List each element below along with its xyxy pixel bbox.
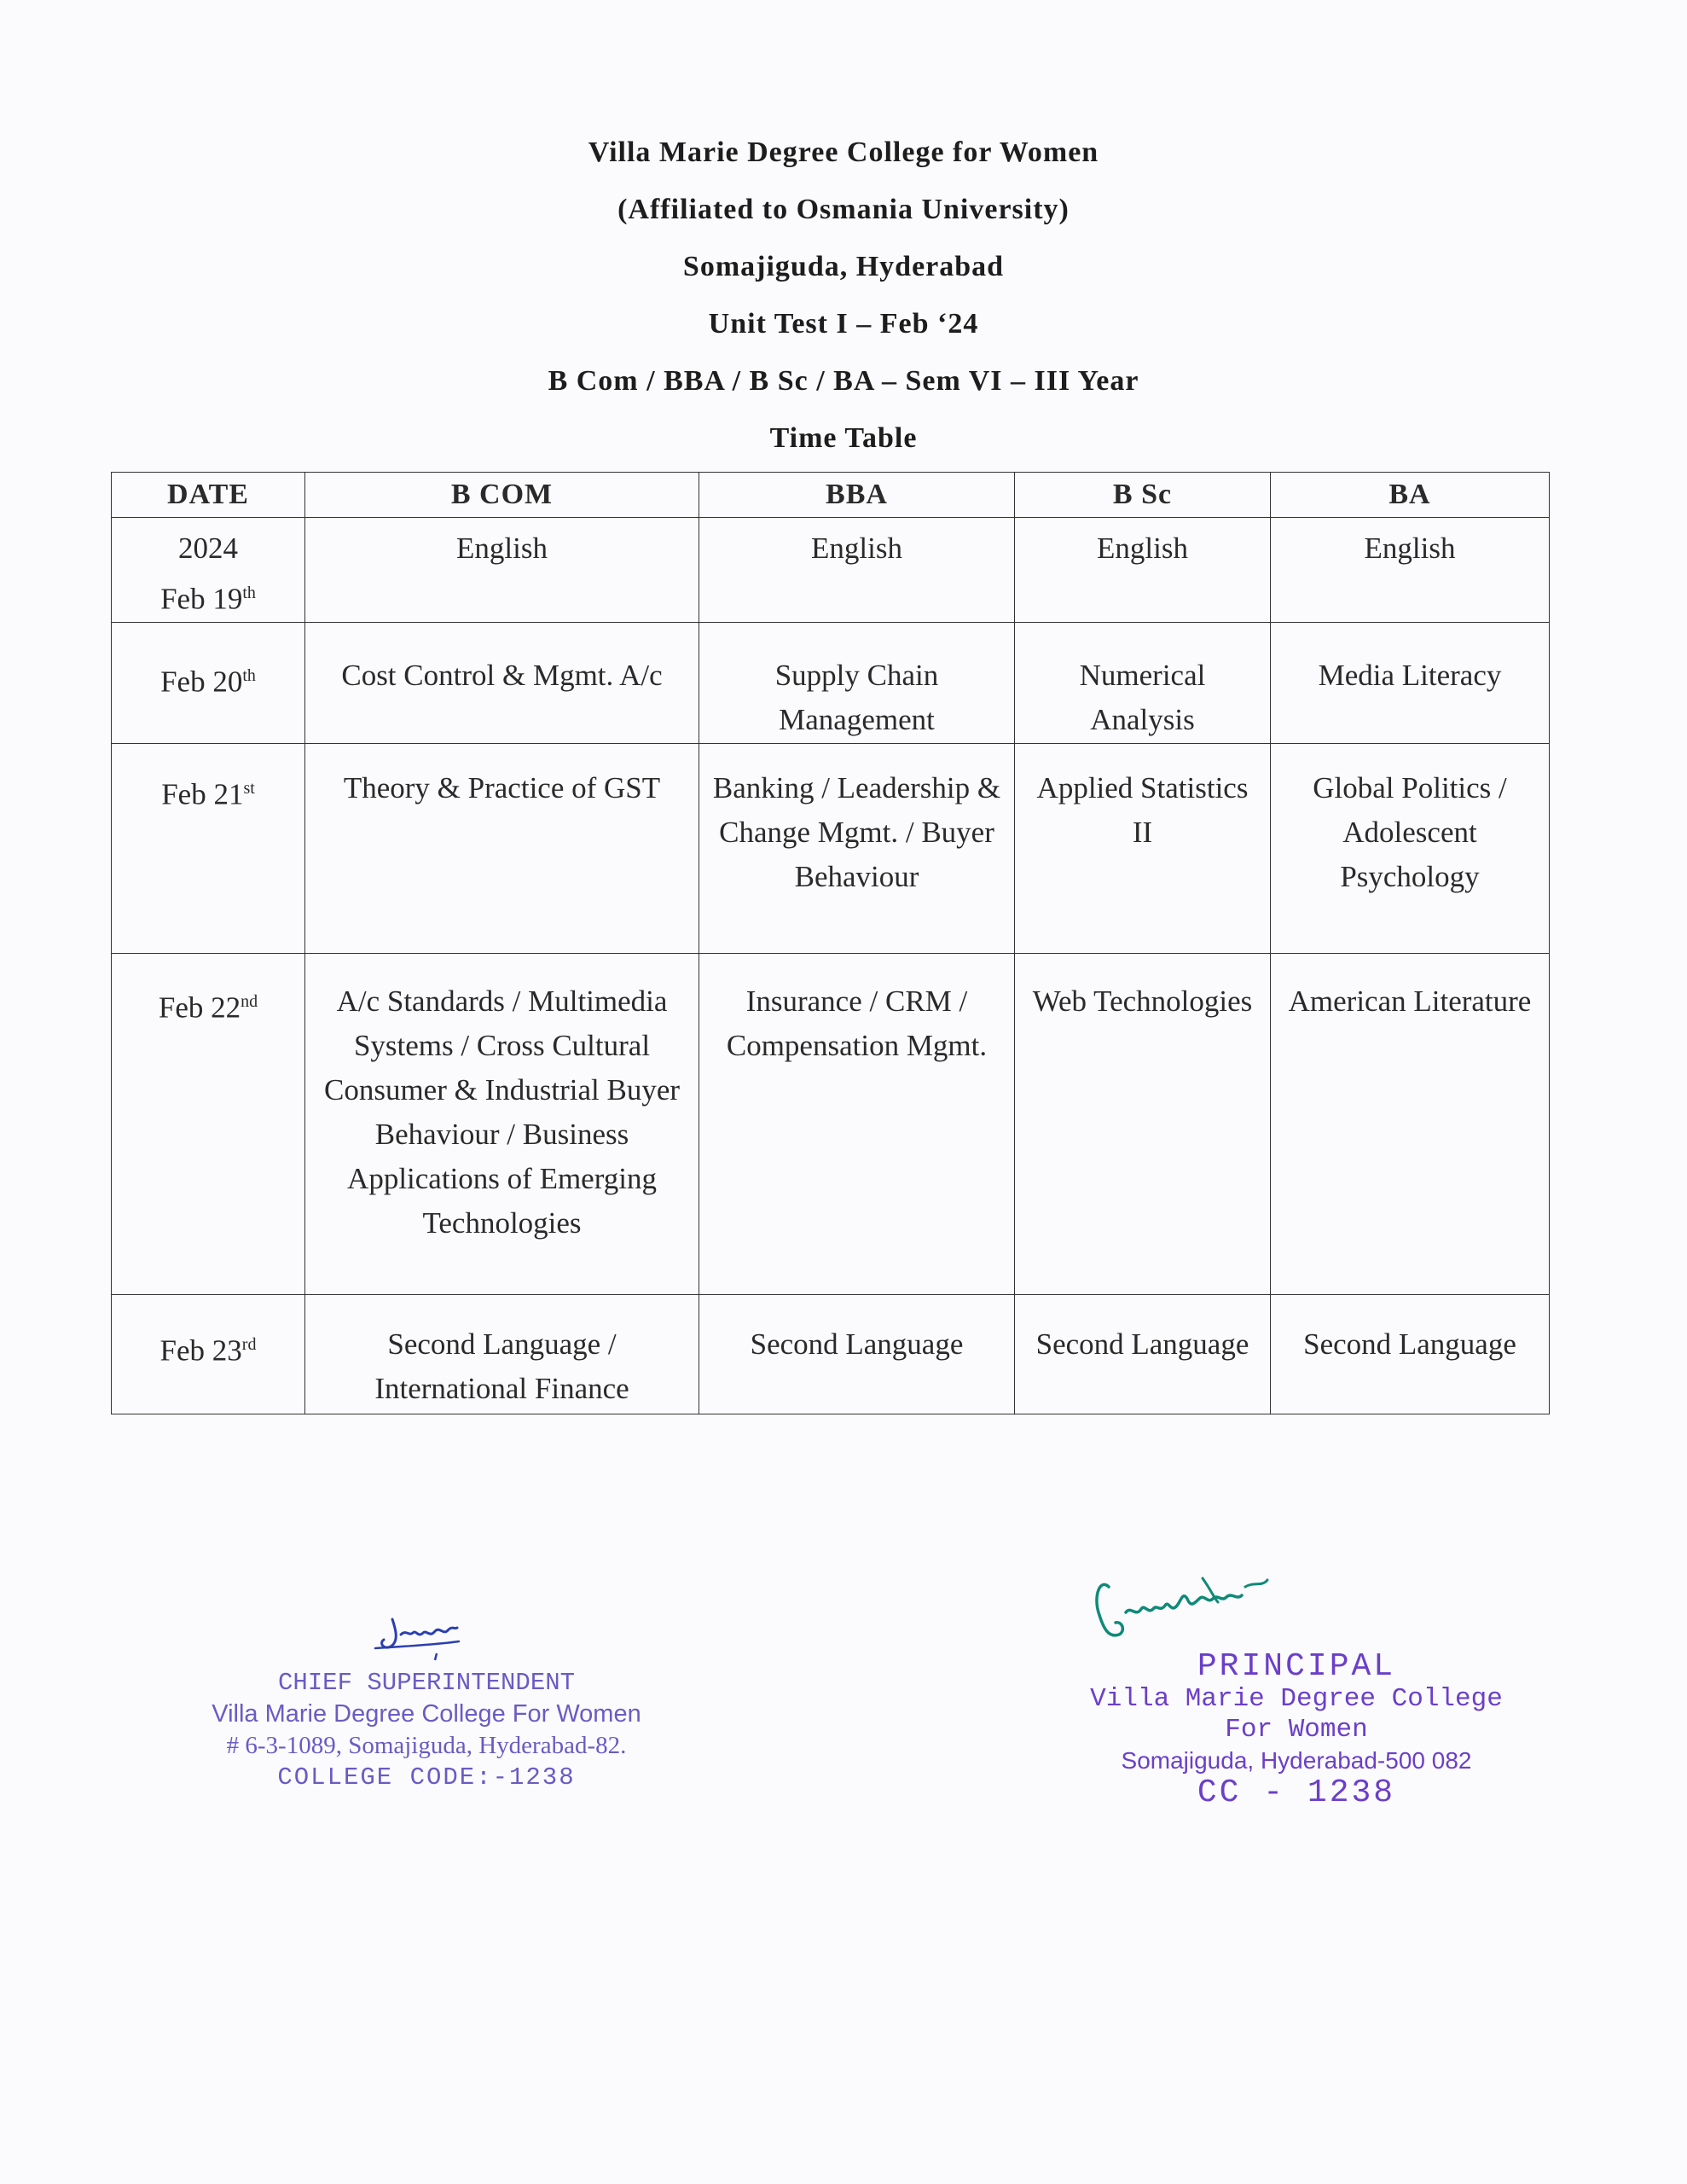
left-stamp-title: CHIEF SUPERINTENDENT: [277, 1669, 576, 1697]
date: Feb 22: [158, 990, 241, 1025]
location: Somajiguda, Hyderabad: [682, 251, 1005, 282]
table-header-row: [112, 473, 1550, 518]
bba-cell: Insurance / CRM / Compensation Mgmt.: [699, 953, 1015, 1294]
date: Feb 21: [161, 777, 244, 811]
left-stamp-code: COLLEGE CODE:-1238: [277, 1763, 576, 1792]
bcom-cell: A/c Standards / Multimedia Systems / Cross Cultural Consumer & Industrial Buyer Behaviour / Business Applications of Emerging Technologies: [305, 953, 699, 1294]
table-row: [112, 622, 1550, 743]
ba-cell: English: [1271, 518, 1550, 623]
header-bcom: B COM: [305, 473, 699, 518]
bba-cell: English: [699, 518, 1015, 623]
right-stamp-org-2: For Women: [1225, 1715, 1368, 1745]
header-ba: BA: [1271, 473, 1550, 518]
bcom-cell: Second Language / International Finance: [305, 1294, 699, 1414]
left-stamp-org: Villa Marie Degree College For Women: [212, 1700, 641, 1728]
table-row: [112, 1294, 1550, 1414]
affiliation: (Affiliated to Osmania University): [617, 194, 1070, 225]
table-row: [112, 953, 1550, 1294]
bsc-cell: Web Technologies: [1015, 953, 1271, 1294]
right-stamp-address: Somajiguda, Hyderabad-500 082: [1121, 1747, 1472, 1774]
date-cell: [112, 1294, 305, 1414]
date-cell: [112, 622, 305, 743]
bcom-cell: Theory & Practice of GST: [305, 743, 699, 953]
bcom-cell: Cost Control & Mgmt. A/c: [305, 622, 699, 743]
header-date: DATE: [112, 473, 305, 518]
document-header: [0, 124, 1687, 467]
right-stamp-code: CC - 1238: [1197, 1774, 1396, 1811]
date-suffix: th: [242, 584, 256, 602]
date-suffix: rd: [241, 1334, 257, 1354]
principal-block: [1023, 1561, 1569, 1810]
principal-signature: [1075, 1561, 1296, 1655]
timetable: [111, 472, 1550, 1414]
document-title: Time Table: [769, 422, 918, 454]
bba-cell: Supply Chain Management: [699, 622, 1015, 743]
date: Feb 19: [160, 582, 243, 616]
left-stamp-address: # 6-3-1089, Somajiguda, Hyderabad-82.: [226, 1732, 627, 1759]
programs: B Com / BBA / B Sc / BA – Sem VI – III Year: [548, 365, 1139, 397]
date-cell: [112, 743, 305, 953]
bba-cell: Second Language: [699, 1294, 1015, 1414]
header-bsc: B Sc: [1015, 473, 1271, 518]
ba-cell: Second Language: [1271, 1294, 1550, 1414]
ba-cell: American Literature: [1271, 953, 1550, 1294]
bba-cell: Banking / Leadership & Change Mgmt. / Buyer Behaviour: [699, 743, 1015, 953]
ba-cell: Global Politics / Adolescent Psychology: [1271, 743, 1550, 953]
header-bba: BBA: [699, 473, 1015, 518]
exam-name: Unit Test I – Feb ‘24: [708, 308, 979, 340]
bcom-cell: English: [305, 518, 699, 623]
bsc-cell: Applied Statistics II: [1015, 743, 1271, 953]
bsc-cell: Second Language: [1015, 1294, 1271, 1414]
date: Feb 23: [159, 1333, 242, 1368]
table-row: [112, 518, 1550, 623]
right-stamp-title: PRINCIPAL: [1197, 1648, 1396, 1685]
chief-superintendent-signature: [367, 1604, 486, 1664]
date: Feb 20: [160, 665, 243, 699]
chief-superintendent-block: [154, 1604, 699, 1793]
bsc-cell: English: [1015, 518, 1271, 623]
college-name: Villa Marie Degree College for Women: [588, 136, 1099, 168]
bsc-cell: Numerical Analysis: [1015, 622, 1271, 743]
ba-cell: Media Literacy: [1271, 622, 1550, 743]
date-cell: [112, 518, 305, 623]
date-suffix: nd: [241, 991, 258, 1011]
date-cell: [112, 953, 305, 1294]
table-row: [112, 743, 1550, 953]
date-suffix: st: [243, 778, 255, 798]
right-stamp-org-1: Villa Marie Degree College: [1090, 1684, 1503, 1714]
year: 2024: [178, 531, 238, 565]
date-suffix: th: [242, 665, 256, 685]
